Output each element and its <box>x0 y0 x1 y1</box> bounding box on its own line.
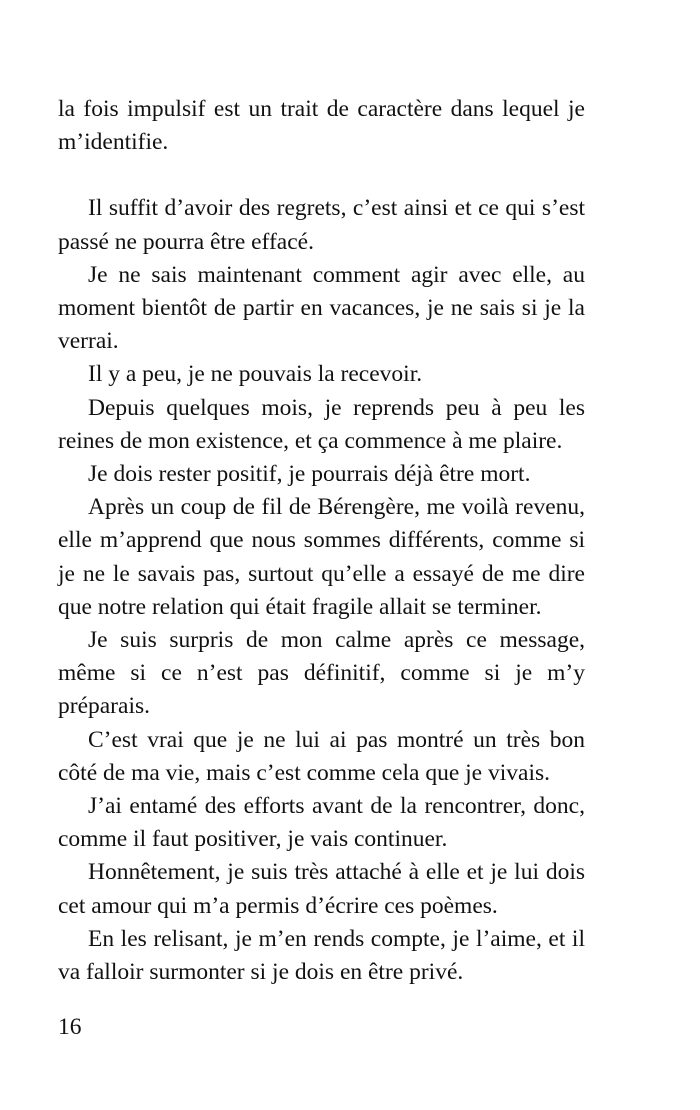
paragraph: Honnêtement, je suis très attaché à elle et je lui dois cet amour qui m’a permis d’écrire ces poèmes. <box>58 859 585 919</box>
paragraph: Je suis surpris de mon calme après ce message, même si ce n’est pas définitif, comme si je m’y préparais. <box>58 627 585 720</box>
paragraph-gap <box>58 159 585 192</box>
paragraph: Je ne sais maintenant comment agir avec elle, au moment bientôt de partir en vacances, je ne sais si je la verrai. <box>58 261 585 355</box>
paragraph: J’ai entamé des efforts avant de la rencontrer, donc, comme il faut positiver, je vais continuer. <box>58 793 585 853</box>
paragraph: Il suffit d’avoir des regrets, c’est ainsi et ce qui s’est passé ne pourra être effacé. <box>58 195 585 255</box>
page-body <box>58 93 585 989</box>
paragraph: Après un coup de fil de Bérengère, me voilà revenu, elle m’apprend que nous sommes différents, comme si je ne le savais pas, surtout qu’elle a essayé de me dire que notre relation qui était fragile allait se terminer. <box>58 494 585 620</box>
paragraph: C’est vrai que je ne lui ai pas montré un très bon côté de ma vie, mais c’est comme cela que je vivais. <box>58 726 585 786</box>
paragraph: Je dois rester positif, je pourrais déjà être mort. <box>88 461 531 488</box>
paragraph: Depuis quelques mois, je reprends peu à peu les reines de mon existence, et ça commence à me plaire. <box>58 394 585 454</box>
page-number: 16 <box>58 1014 82 1040</box>
paragraph: En les relisant, je m’en rends compte, je l’aime, et il va falloir surmonter si je dois en être privé. <box>58 925 585 986</box>
paragraph: la fois impulsif est un trait de caractère dans lequel je m’identifie. <box>58 96 585 156</box>
paragraph: Il y a peu, je ne pouvais la recevoir. <box>88 361 423 388</box>
